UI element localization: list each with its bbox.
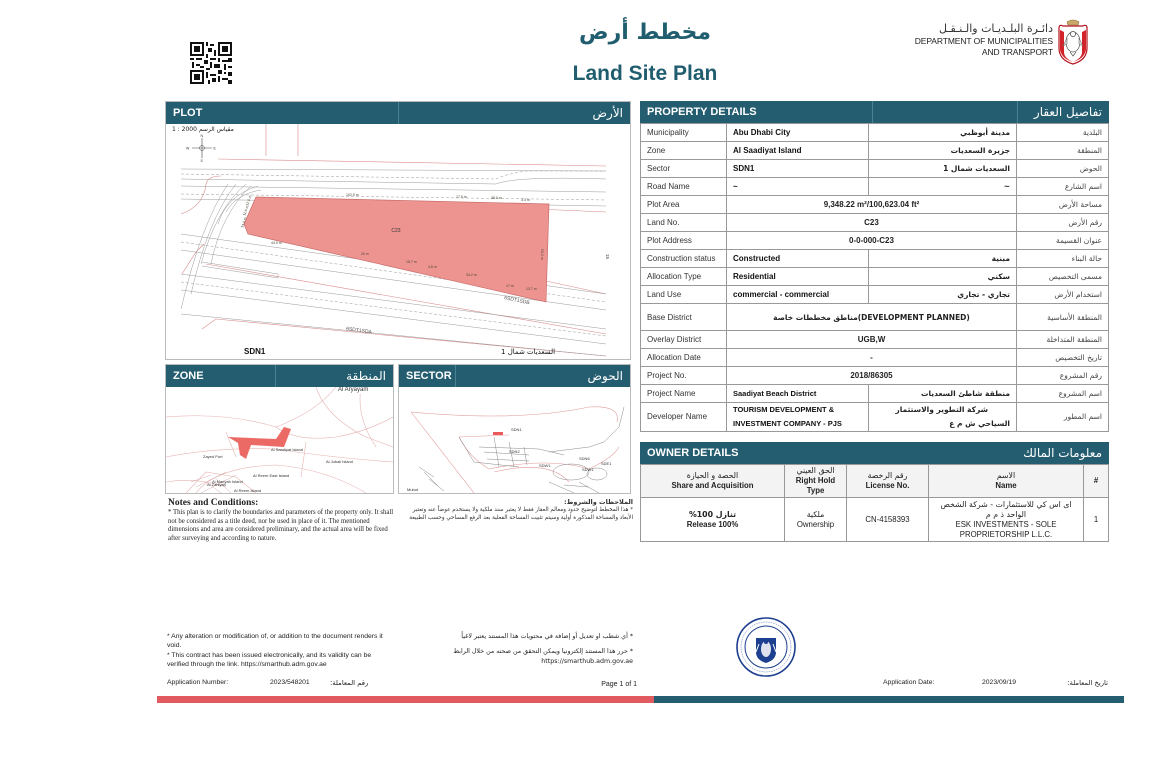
row-value-arabic: سكني xyxy=(868,268,1016,286)
owner-table-row xyxy=(641,498,1109,542)
developer-name-line2: INVESTMENT COMPANY - PJS xyxy=(733,419,842,428)
notes-body-arabic: * هذا المخطط لتوضيح حدود ومعالم العقار فقط لا يعتبر سند ملكية ولا يستخدم عوضاً عنه وتعتبر الأبعاد والمساحة المذكورة أولية وسيتم تثبيت المساحة الفعلية بعد الرفع المساحي وحسب الطبيعة xyxy=(409,507,633,521)
zone-panel-title-arabic: المنطقة xyxy=(346,369,386,383)
department-seal-icon xyxy=(735,616,797,678)
row-label-arabic: البلدية xyxy=(1017,124,1109,142)
row-label: Project Name xyxy=(641,385,727,403)
dimension-label: 102.9 m xyxy=(346,193,359,197)
zone-map[interactable] xyxy=(166,387,393,493)
row-label-arabic: رقم المشروع xyxy=(1017,367,1109,385)
developer-name-line1: TOURISM DEVELOPMENT & xyxy=(733,405,835,414)
row-value xyxy=(727,403,869,432)
row-label-arabic: عنوان القسيمة xyxy=(1017,232,1109,250)
table-row-municipality xyxy=(641,124,1109,142)
footer-bar-teal xyxy=(654,696,1124,703)
dimension-label: 11.6 m xyxy=(242,205,250,217)
owner-share xyxy=(641,498,785,542)
dimension-label: 17.5 m xyxy=(456,195,467,199)
zone-label: Zayed Port xyxy=(203,454,223,459)
zone-map-labels xyxy=(203,447,353,493)
notes-heading: Notes and Conditions: xyxy=(168,498,259,508)
dimension-label: 12.5 m xyxy=(245,194,253,207)
verification-link[interactable]: https://smarthub.adm.gov.ae xyxy=(541,658,633,665)
sector-label: SDN1 xyxy=(511,427,522,432)
column-header-english: Name xyxy=(995,481,1017,490)
notes-heading-arabic: الملاحظات والشروط: xyxy=(564,498,633,506)
row-label: Allocation Date xyxy=(641,349,727,367)
table-row-land-no xyxy=(641,214,1109,232)
owner-share-arabic: تنازل 100% xyxy=(688,509,737,519)
application-date: 2023/09/19 xyxy=(982,679,1017,686)
row-value: 0-0-000-C23 xyxy=(727,232,1017,250)
sector-panel-title: SECTOR xyxy=(406,370,452,382)
table-row-base-district xyxy=(641,304,1109,331)
row-value-arabic: تجاري - تجاري xyxy=(868,286,1016,304)
column-header-arabic: رقم الرخصة xyxy=(867,471,908,480)
owner-right-hold-arabic: ملكية xyxy=(806,509,825,519)
row-value: 9,348.22 m²/100,623.04 ft² xyxy=(727,196,1017,214)
table-row-project-no xyxy=(641,367,1109,385)
owner-share-english: Release 100% xyxy=(686,519,739,529)
table-row-road-name xyxy=(641,178,1109,196)
owner-name-arabic: اى اس كي للاستثمارات - شركة الشخص الواحد ذ م م xyxy=(940,499,1072,519)
row-label: Base District xyxy=(641,304,727,331)
zone-label: Al Zahiyah xyxy=(207,482,226,487)
table-row-overlay-district xyxy=(641,331,1109,349)
owner-details-header xyxy=(640,442,1109,464)
row-value-arabic: منطقة شاطئ السعديات xyxy=(868,385,1016,403)
dimension-label: 14.4 m xyxy=(240,216,248,229)
row-value: 2018/86305 xyxy=(727,367,1017,385)
row-label-arabic: المنطقة الأساسية xyxy=(1017,304,1109,331)
column-header-english: License No. xyxy=(865,481,910,490)
row-value-arabic: ~ xyxy=(868,178,1016,196)
department-name xyxy=(905,22,1053,58)
property-details-table xyxy=(640,123,1109,432)
row-value-arabic: مدينة أبوظبي xyxy=(868,124,1016,142)
row-value: Residential xyxy=(727,268,869,286)
zone-label: Al Aryayam xyxy=(338,387,369,393)
row-label-arabic: تاريخ التخصيص xyxy=(1017,349,1109,367)
sector-panel-header xyxy=(399,365,630,387)
owner-index: 1 xyxy=(1084,498,1109,542)
table-row-developer-name xyxy=(641,403,1109,432)
plot-label: C23 xyxy=(391,228,401,234)
row-label: Plot Area xyxy=(641,196,727,214)
table-row-construction-status xyxy=(641,250,1109,268)
compass-south: S xyxy=(200,159,203,163)
zone-label: Al Jubail Island xyxy=(326,459,353,464)
row-value: مناطق مخططات خاصة(DEVELOPMENT PLANNED) xyxy=(727,304,1017,331)
dimension-label: 3.4 m xyxy=(521,198,530,202)
zone-label: Al Reem East Island xyxy=(253,473,290,478)
department-name-line2: AND TRANSPORT xyxy=(981,47,1053,57)
row-value: commercial - commercial xyxy=(727,286,869,304)
table-row-sector xyxy=(641,160,1109,178)
map-scale: مقياس الرسم 2000 : 1 xyxy=(172,126,234,133)
footer-note: * Any alteration or modification of, or addition to the document renders it void. xyxy=(167,633,383,649)
dimension-label: 38.0 m xyxy=(491,196,502,200)
compass-icon xyxy=(186,134,217,163)
row-label: Project No. xyxy=(641,367,727,385)
column-header-share xyxy=(641,465,785,498)
owner-license: CN-4158393 xyxy=(847,498,929,542)
department-name-line1: DEPARTMENT OF MUNICIPALITIES xyxy=(914,36,1053,46)
row-label-arabic: اسم الشارع xyxy=(1017,178,1109,196)
plot-panel-title: PLOT xyxy=(173,107,203,119)
zone-label: Al Saadiyat Island xyxy=(271,447,304,452)
dimension-label: 44.9 m xyxy=(271,241,282,245)
zone-panel xyxy=(165,364,394,494)
page-indicator: Page 1 of 1 xyxy=(601,681,637,688)
row-label: Road Name xyxy=(641,178,727,196)
footer-bar-red xyxy=(157,696,654,703)
column-header-license xyxy=(847,465,929,498)
column-header-arabic: الحق العيني xyxy=(796,466,835,475)
row-label: Construction status xyxy=(641,250,727,268)
falcon-emblem-icon xyxy=(1055,18,1091,66)
department-name-arabic: دائـرة البلـديـات والـنـقـل xyxy=(938,22,1053,35)
zone-label: Al Mariyah Island xyxy=(212,479,243,484)
row-label: Land Use xyxy=(641,286,727,304)
row-value: C23 xyxy=(727,214,1017,232)
row-value: Abu Dhabi City xyxy=(727,124,869,142)
column-header-name xyxy=(929,465,1084,498)
dimension-label: 20 m xyxy=(361,252,369,256)
row-value: Saadiyat Beach District xyxy=(727,385,869,403)
sector-label: SDN6 xyxy=(579,456,590,461)
application-number-label: Application Number: xyxy=(167,679,229,686)
sector-roads xyxy=(419,407,624,493)
row-label: Land No. xyxy=(641,214,727,232)
developer-name-arabic-line1: شركة التطوير والاستثمار xyxy=(895,405,988,414)
sector-label: SDN2 xyxy=(509,449,520,454)
zone-panel-title: ZONE xyxy=(173,370,204,382)
sector-label: SDW1 xyxy=(539,463,551,468)
row-value: - xyxy=(727,349,1017,367)
row-label-arabic: مساحة الأرض xyxy=(1017,196,1109,214)
column-header-english: Right Hold Type xyxy=(795,476,836,495)
owner-details-table xyxy=(640,464,1109,542)
application-date-label: Application Date: xyxy=(883,679,935,686)
plot-map[interactable] xyxy=(166,124,630,359)
plot-panel-title-arabic: الأرض xyxy=(592,106,623,120)
compass-north: N xyxy=(200,134,204,138)
dimension-label: 13.7 m xyxy=(526,287,537,291)
column-header-right-hold xyxy=(785,465,847,498)
notes-body: * This plan is to clarify the boundaries and parameters of the property only. It shall not be considered as a title deed, nor be used in place of it. The mentioned dimensions and area are considered preliminary, and the actual area will be fixed after surveying and according to nature. xyxy=(168,509,394,542)
owner-right-hold-english: Ownership xyxy=(796,519,835,529)
row-label-arabic: الحوض xyxy=(1017,160,1109,178)
property-details-title: PROPERTY DETAILS xyxy=(647,106,757,118)
road-label: 6SDT1SDB xyxy=(503,295,531,307)
property-details-title-arabic: تفاصيل العقار xyxy=(1033,105,1102,119)
sector-panel-title-arabic: الحوض xyxy=(587,369,623,383)
sector-labels xyxy=(407,427,612,492)
sector-plot-highlight[interactable] xyxy=(493,432,503,435)
zone-highlight-saadiyat[interactable] xyxy=(228,427,291,459)
notes-english xyxy=(168,498,396,543)
table-row-project-name xyxy=(641,385,1109,403)
zone-panel-header xyxy=(166,365,393,387)
east-label: 15 xyxy=(605,254,610,260)
application-number: 2023/548201 xyxy=(270,679,310,686)
row-label-arabic: رقم الأرض xyxy=(1017,214,1109,232)
zone-label: Al Reem Island xyxy=(234,488,262,493)
row-value: SDN1 xyxy=(727,160,869,178)
column-header-arabic: الحصة و الحيازة xyxy=(686,471,739,480)
dimension-label: 4.5 m xyxy=(428,265,437,269)
page-title-arabic: مخطط أرض xyxy=(579,20,711,45)
owner-details-title: OWNER DETAILS xyxy=(647,447,739,459)
footer-notes-arabic xyxy=(405,632,633,667)
dimension-label: 34.2 m xyxy=(466,273,477,277)
column-header-english: Share and Acquisition xyxy=(671,481,754,490)
table-row-allocation-date xyxy=(641,349,1109,367)
application-date-label-arabic: تاريخ المعاملة: xyxy=(1067,679,1108,687)
page-title: Land Site Plan xyxy=(572,62,718,85)
row-value: UGB,W xyxy=(727,331,1017,349)
sector-panel xyxy=(398,364,631,494)
row-value-arabic xyxy=(868,403,1016,432)
dimension-label: 17 m xyxy=(506,284,514,288)
row-label: Developer Name xyxy=(641,403,727,432)
row-label-arabic: اسم المطور xyxy=(1017,403,1109,432)
row-value: ~ xyxy=(727,178,869,196)
road-label: 6SDT1SDA xyxy=(345,326,373,336)
column-header-arabic: الاسم xyxy=(996,471,1016,480)
plot-panel-header xyxy=(166,102,630,124)
row-label-arabic: المنطقة المتداخلة xyxy=(1017,331,1109,349)
row-value: Constructed xyxy=(727,250,869,268)
footer-note-arabic: * أي شطب او تعديل أو إضافة في محتويات هذا المستند يعتبر لاغياً xyxy=(461,633,633,640)
row-label: Sector xyxy=(641,160,727,178)
owner-name xyxy=(929,498,1084,542)
compass-west: W xyxy=(186,146,190,151)
application-number-label-arabic: رقم المعاملة: xyxy=(330,679,369,687)
column-header-index: # xyxy=(1084,465,1109,498)
dimension-label: 93.2 m xyxy=(540,249,544,260)
table-row-zone xyxy=(641,142,1109,160)
notes-arabic xyxy=(405,498,633,522)
developer-name-arabic-line2: السياحي ش م ع xyxy=(949,419,1010,428)
row-value-arabic: السعديات شمال 1 xyxy=(868,160,1016,178)
row-value: Al Saadiyat Island xyxy=(727,142,869,160)
table-row-land-use xyxy=(641,286,1109,304)
sector-label: SDW1 xyxy=(582,467,594,472)
plot-panel xyxy=(165,101,631,360)
sector-label-arabic: السعديات شمال 1 xyxy=(501,348,556,356)
footer-note: * This contract has been issued electronically, and its validity can be verified through the link. https://smarthub.adm.gov.ae xyxy=(167,652,372,668)
owner-right-hold xyxy=(785,498,847,542)
row-label: Overlay District xyxy=(641,331,727,349)
owner-details-title-arabic: معلومات المالك xyxy=(1023,446,1102,460)
table-row-plot-area xyxy=(641,196,1109,214)
sector-label: Mubut xyxy=(407,487,419,492)
table-row-allocation-type xyxy=(641,268,1109,286)
property-details-header xyxy=(640,101,1109,123)
row-label: Zone xyxy=(641,142,727,160)
row-label: Municipality xyxy=(641,124,727,142)
row-label: Allocation Type xyxy=(641,268,727,286)
table-row-plot-address xyxy=(641,232,1109,250)
footer-notes-english xyxy=(167,632,392,670)
row-label-arabic: حالة البناء xyxy=(1017,250,1109,268)
sector-label: SDE1 xyxy=(601,461,612,466)
owner-name-english: ESK INVESTMENTS - SOLE PROPRIETORSHIP L.L.C. xyxy=(955,519,1057,539)
row-label-arabic: مسمى التخصيص xyxy=(1017,268,1109,286)
footer-note-arabic: * حرر هذا المستند إلكترونيا ويمكن التحقق من صحته من خلال الرابط xyxy=(453,648,633,655)
sector-map[interactable] xyxy=(399,387,630,493)
sector-label: SDN1 xyxy=(244,347,266,356)
row-value-arabic: مبنية xyxy=(868,250,1016,268)
qr-code-icon xyxy=(190,42,232,84)
compass-east: E xyxy=(213,146,216,151)
row-label-arabic: المنطقة xyxy=(1017,142,1109,160)
row-label-arabic: استخدام الأرض xyxy=(1017,286,1109,304)
owner-details-panel xyxy=(640,442,1109,542)
row-label: Plot Address xyxy=(641,232,727,250)
row-value-arabic: جزيرة السعديات xyxy=(868,142,1016,160)
dimension-label: 15.7 m xyxy=(406,260,417,264)
owner-table-header xyxy=(641,465,1109,498)
property-details-panel xyxy=(640,101,1109,432)
row-label-arabic: اسم المشروع xyxy=(1017,385,1109,403)
